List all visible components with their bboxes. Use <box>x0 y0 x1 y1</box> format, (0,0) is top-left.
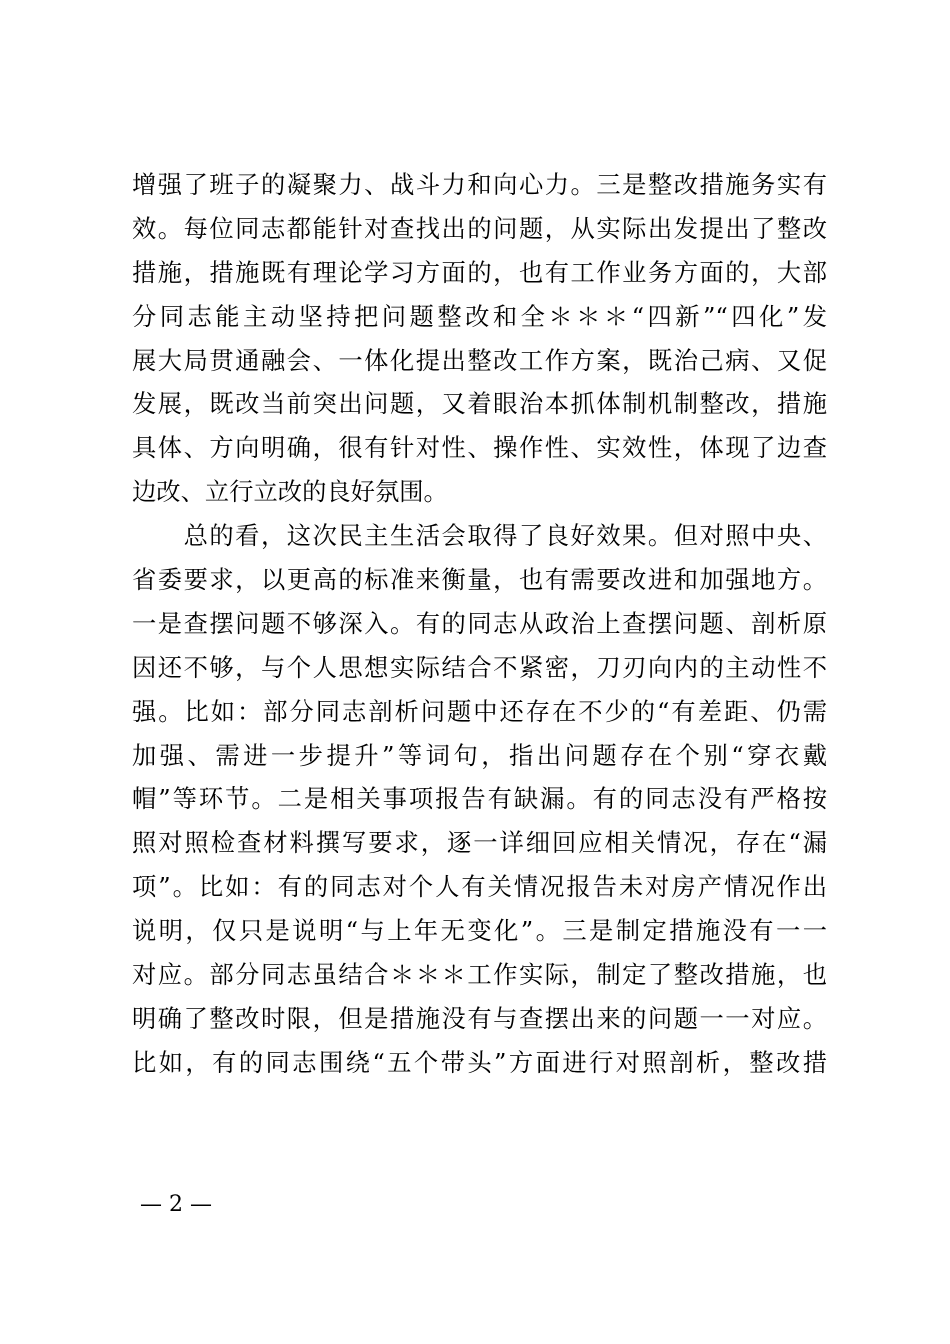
text-line: 展大局贯通融会、一体化提出整改工作方案，既治己病、又促 <box>132 345 827 375</box>
text-line: 增强了班子的凝聚力、战斗力和向心力。三是整改措施务实有 <box>132 170 827 199</box>
text-line: 分同志能主动坚持把问题整改和全＊＊＊“四新”“四化”发 <box>132 301 827 331</box>
text-line: 比如，有的同志围绕“五个带头”方面进行对照剖析，整改措 <box>132 1047 827 1077</box>
text-line: 帽”等环节。二是相关事项报告有缺漏。有的同志没有严格按 <box>132 784 827 814</box>
text-line: 省委要求，以更高的标准来衡量，也有需要改进和加强地方。 <box>132 565 827 595</box>
text-line: 一是查摆问题不够深入。有的同志从政治上查摆问题、剖析原 <box>132 608 827 638</box>
text-line: 说明，仅只是说明“与上年无变化”。三是制定措施没有一一 <box>132 916 827 946</box>
text-line: 照对照检查材料撰写要求，逐一详细回应相关情况，存在“漏 <box>132 828 827 858</box>
text-line: 边改、立行立改的良好氛围。 <box>132 477 448 507</box>
text-line: 对应。部分同志虽结合＊＊＊工作实际，制定了整改措施，也 <box>132 960 827 990</box>
text-line: 因还不够，与个人思想实际结合不紧密，刀刃向内的主动性不 <box>132 652 827 682</box>
page-number: — 2 — <box>140 1192 212 1217</box>
text-line: 效。每位同志都能针对查找出的问题，从实际出发提出了整改 <box>132 213 827 243</box>
text-line: 明确了整改时限，但是措施没有与查摆出来的问题一一对应。 <box>132 1003 827 1033</box>
text-line: 总的看，这次民主生活会取得了良好效果。但对照中央、 <box>132 521 827 551</box>
text-line: 发展，既改当前突出问题，又着眼治本抓体制机制整改，措施 <box>132 389 827 419</box>
text-line: 措施，措施既有理论学习方面的，也有工作业务方面的，大部 <box>132 257 827 287</box>
text-line: 强。比如：部分同志剖析问题中还存在不少的“有差距、仍需 <box>132 696 827 726</box>
text-line: 项”。比如：有的同志对个人有关情况报告未对房产情况作出 <box>132 872 827 902</box>
paragraph-2 <box>132 514 827 1085</box>
text-line: 具体、方向明确，很有针对性、操作性、实效性，体现了边查 <box>132 433 827 463</box>
body-text <box>132 163 827 1085</box>
text-line: 加强、需进一步提升”等词句，指出问题存在个别“穿衣戴 <box>132 740 827 770</box>
paragraph-1 <box>132 163 827 514</box>
